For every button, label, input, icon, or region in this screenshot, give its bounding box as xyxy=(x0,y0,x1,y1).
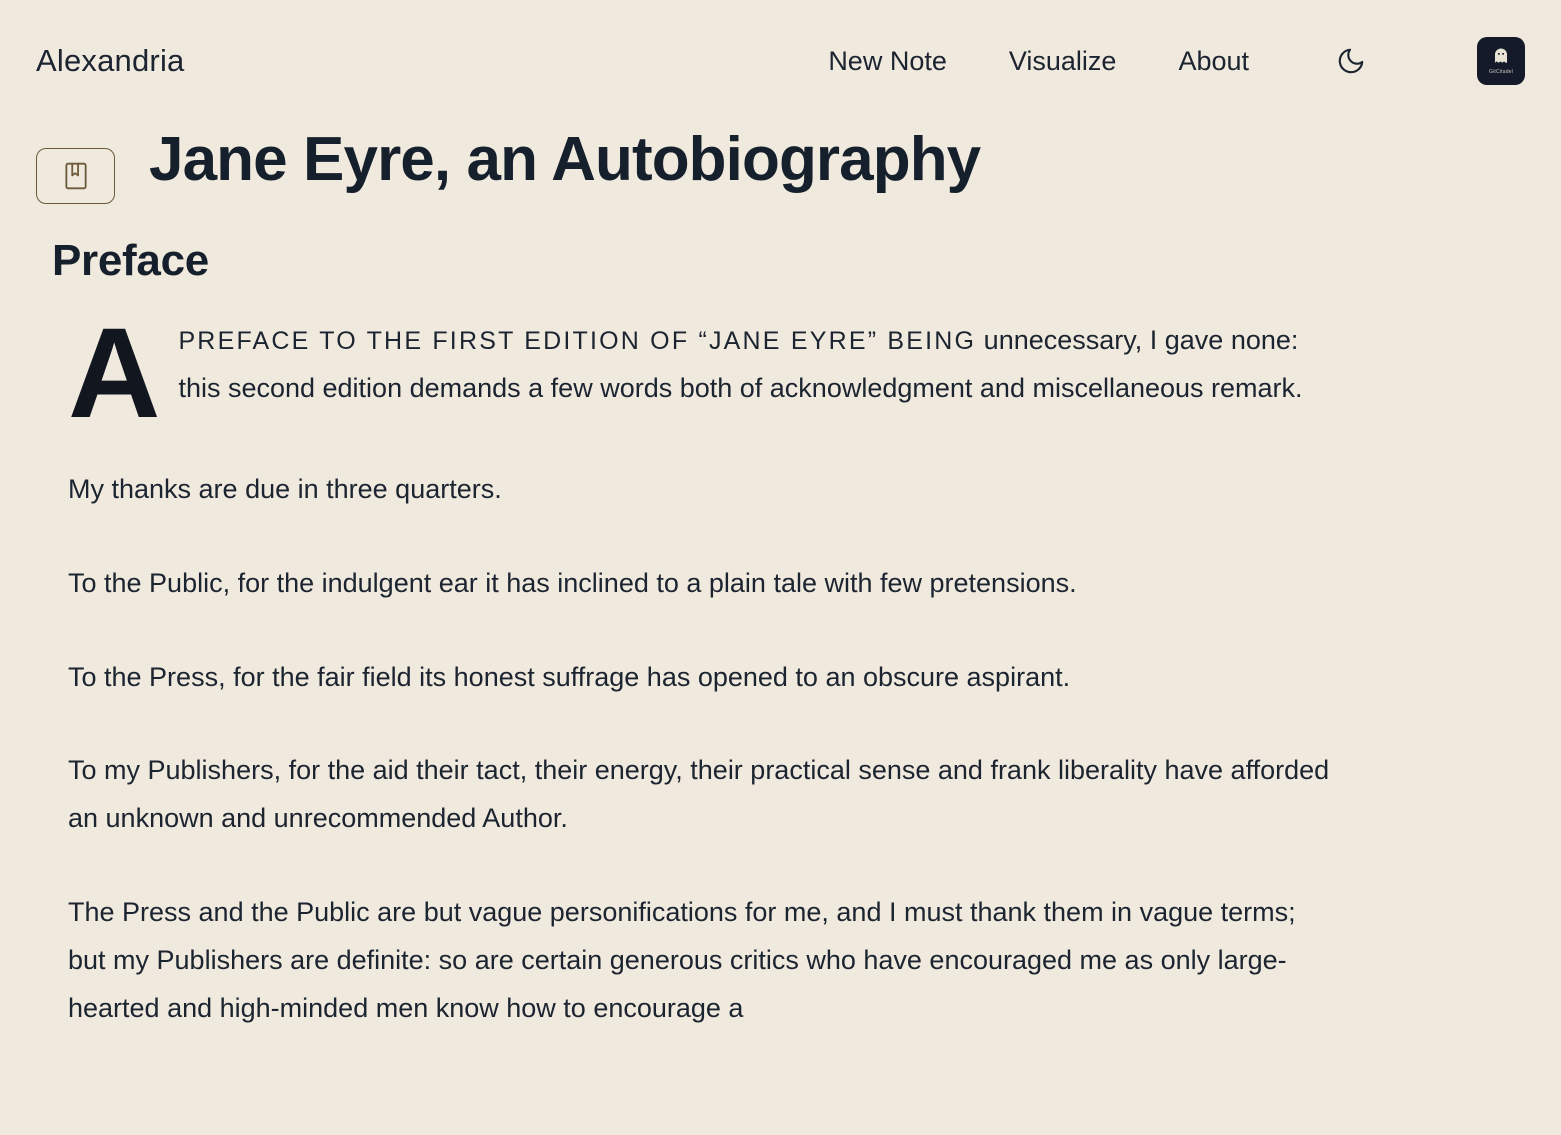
lead-paragraph xyxy=(68,302,1330,445)
moon-icon[interactable] xyxy=(1331,41,1371,81)
nav-visualize[interactable]: Visualize xyxy=(1008,45,1117,76)
ghost-icon xyxy=(1492,47,1510,68)
nav-about[interactable]: About xyxy=(1178,45,1249,76)
avatar[interactable] xyxy=(1477,37,1525,85)
paragraph-4: To my Publishers, for the aid their tact, their energy, their practical sense and frank liberality have afforded an unknown and unrecommended Author. xyxy=(68,755,1330,834)
book-icon[interactable] xyxy=(36,148,115,204)
page-title: Jane Eyre, an Autobiography xyxy=(149,125,981,194)
article-content xyxy=(68,302,1330,1032)
paragraph-2: To the Public, for the indulgent ear it has inclined to a plain tale with few pretensions. xyxy=(68,567,1077,598)
brand-logo[interactable]: Alexandria xyxy=(36,43,185,78)
lead-rest: unnecessary, I gave none: this second edition demands a few words both of acknowledgment and miscellaneous remark. xyxy=(178,325,1303,404)
document-body xyxy=(0,122,1561,1032)
top-bar xyxy=(0,0,1561,122)
lead-smallcaps: PREFACE TO THE FIRST EDITION OF “JANE EYRE” BEING xyxy=(178,327,977,355)
main-nav xyxy=(828,37,1525,85)
drop-cap: A xyxy=(68,302,161,445)
paragraph-5: The Press and the Public are but vague personifications for me, and I must thank them in vague terms; but my Publishers are definite: so are certain generous critics who have encouraged me as only large-hearted and high-minded men know how to encourage a xyxy=(68,897,1296,1023)
section-title: Preface xyxy=(52,236,209,285)
paragraph-3: To the Press, for the fair field its honest suffrage has opened to an obscure aspirant. xyxy=(68,661,1071,692)
nav-new-note[interactable]: New Note xyxy=(828,45,947,76)
paragraph-1: My thanks are due in three quarters. xyxy=(68,474,502,505)
avatar-label: GitCitadel xyxy=(1489,69,1513,75)
title-row xyxy=(36,122,1525,204)
